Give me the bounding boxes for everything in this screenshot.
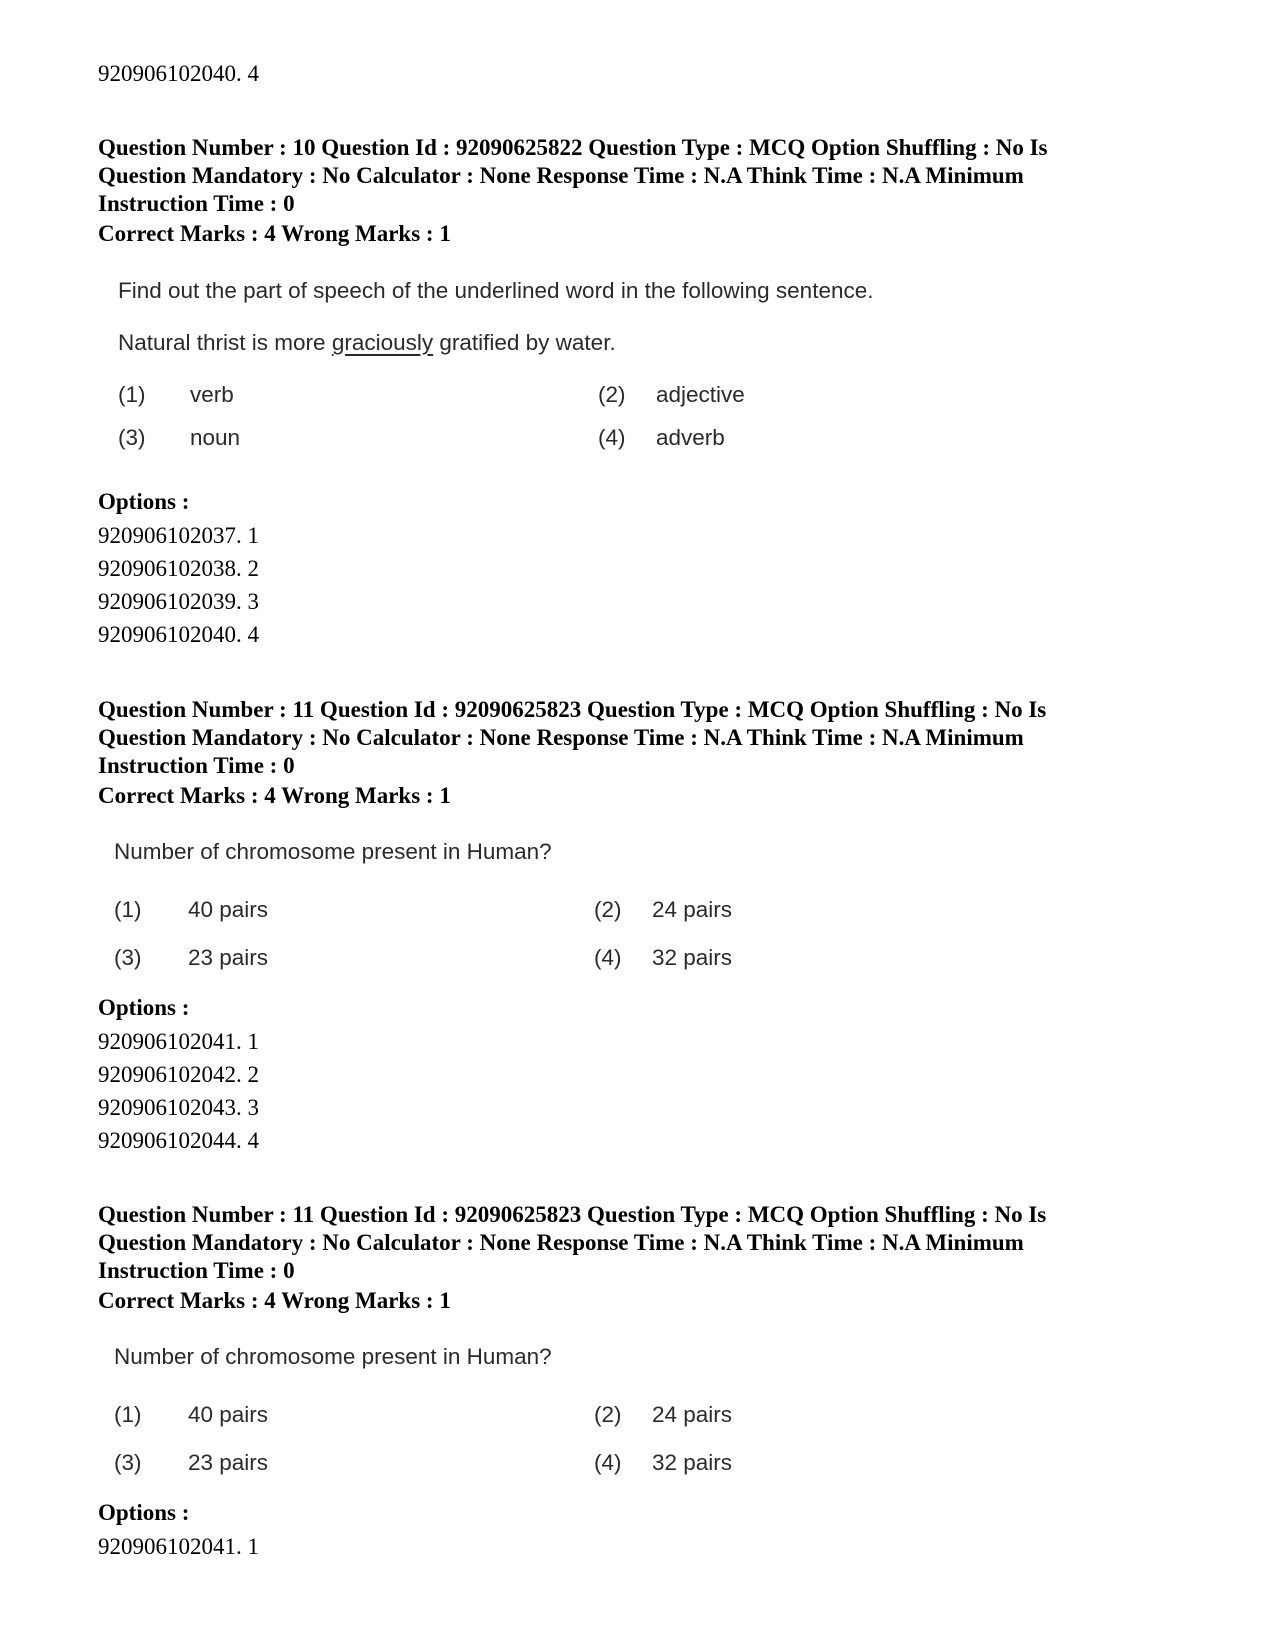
option-line: 920906102040. 4 bbox=[98, 61, 259, 86]
question-header: Question Number : 11 Question Id : 92090625823 Question Type : MCQ Option Shuffling : No Is Question Mandatory : No Calculator : None Response Time : N.A Think Time : N.A Minimum Instruction Time : 0 bbox=[98, 697, 1047, 778]
option-line: 920906102042. 2 bbox=[98, 1062, 259, 1087]
choice-text: 23 pairs bbox=[188, 1450, 269, 1475]
choice-number: (1) bbox=[118, 382, 146, 407]
option-line: 920906102038. 2 bbox=[98, 556, 259, 581]
choice-number: (2) bbox=[594, 897, 622, 922]
sentence-before: Natural thrist is more bbox=[118, 330, 332, 355]
choice-text: 24 pairs bbox=[652, 897, 733, 922]
choice-number: (4) bbox=[594, 945, 622, 970]
choice-text: 23 pairs bbox=[188, 945, 269, 970]
option-line: 920906102041. 1 bbox=[98, 1029, 259, 1054]
choice-text: 40 pairs bbox=[188, 897, 269, 922]
question-header: Question Number : 11 Question Id : 92090625823 Question Type : MCQ Option Shuffling : No Is Question Mandatory : No Calculator : None Response Time : N.A Think Time : N.A Minimum Instruction Time : 0 bbox=[98, 1202, 1047, 1283]
choice-text: 32 pairs bbox=[652, 1450, 733, 1475]
options-label: Options : bbox=[98, 489, 190, 514]
choice-number: (2) bbox=[594, 1402, 622, 1427]
options-label: Options : bbox=[98, 1500, 190, 1525]
option-line: 920906102043. 3 bbox=[98, 1095, 259, 1120]
option-line: 920906102039. 3 bbox=[98, 589, 259, 614]
choice-number: (3) bbox=[114, 945, 142, 970]
underlined-word: graciously bbox=[331, 330, 434, 355]
choice-number: (2) bbox=[598, 382, 626, 407]
option-line: 920906102044. 4 bbox=[98, 1128, 259, 1153]
marks-line: Correct Marks : 4 Wrong Marks : 1 bbox=[98, 221, 451, 246]
marks-line: Correct Marks : 4 Wrong Marks : 1 bbox=[98, 783, 451, 808]
options-label: Options : bbox=[98, 995, 190, 1020]
question-sentence bbox=[118, 330, 616, 356]
choice-text: noun bbox=[190, 425, 241, 450]
choice-text: 24 pairs bbox=[652, 1402, 733, 1427]
choice-number: (4) bbox=[594, 1450, 622, 1475]
choice-text: adjective bbox=[656, 382, 745, 407]
choice-number: (1) bbox=[114, 1402, 142, 1427]
choice-number: (1) bbox=[114, 897, 142, 922]
question-prompt: Number of chromosome present in Human? bbox=[114, 839, 552, 864]
choice-text: verb bbox=[190, 382, 234, 407]
choice-number: (3) bbox=[118, 425, 146, 450]
option-line: 920906102041. 1 bbox=[98, 1534, 259, 1559]
choice-number: (3) bbox=[114, 1450, 142, 1475]
option-line: 920906102037. 1 bbox=[98, 523, 259, 548]
sentence-after: gratified by water. bbox=[433, 330, 616, 355]
choice-text: adverb bbox=[656, 425, 725, 450]
choice-text: 40 pairs bbox=[188, 1402, 269, 1427]
question-prompt: Find out the part of speech of the underlined word in the following sentence. bbox=[118, 278, 874, 303]
question-header: Question Number : 10 Question Id : 92090625822 Question Type : MCQ Option Shuffling : No Is Question Mandatory : No Calculator : None Response Time : N.A Think Time : N.A Minimum Instruction Time : 0 bbox=[98, 135, 1048, 216]
choice-number: (4) bbox=[598, 425, 626, 450]
option-line: 920906102040. 4 bbox=[98, 622, 259, 647]
question-prompt: Number of chromosome present in Human? bbox=[114, 1344, 552, 1369]
choice-text: 32 pairs bbox=[652, 945, 733, 970]
marks-line: Correct Marks : 4 Wrong Marks : 1 bbox=[98, 1288, 451, 1313]
